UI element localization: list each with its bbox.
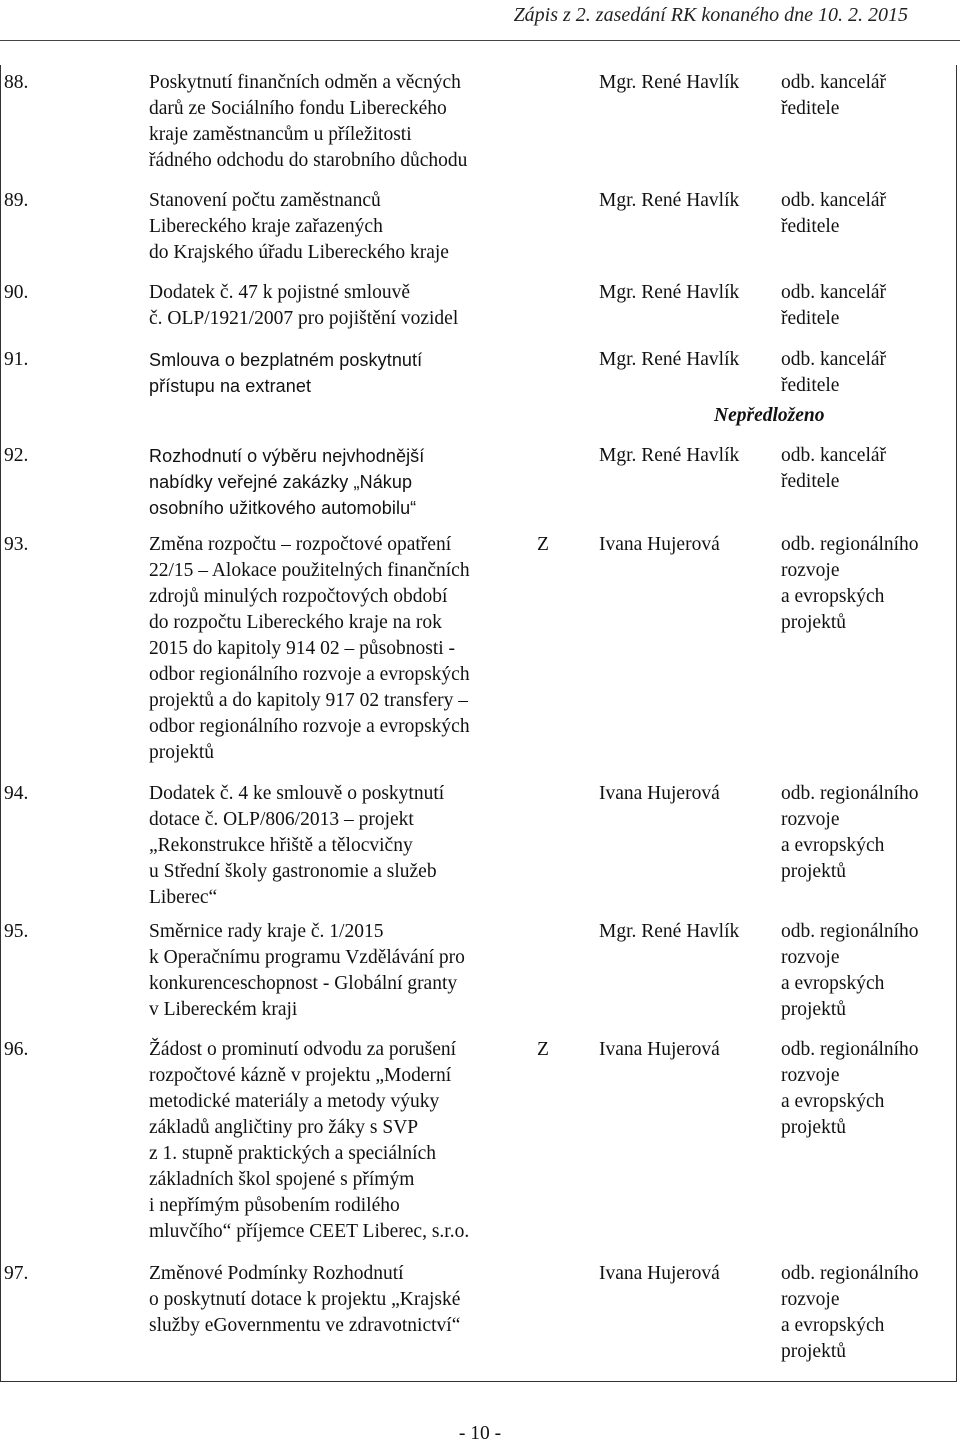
department-line: rozvoje xyxy=(781,1289,840,1310)
item-department xyxy=(781,70,886,122)
item-presenter: Ivana Hujerová xyxy=(599,1039,720,1060)
item-subject xyxy=(149,443,529,521)
page-number: - 10 - xyxy=(458,1423,502,1444)
department-line: rozvoje xyxy=(781,809,840,830)
subject-line: metodické materiály a metody výuky xyxy=(149,1091,440,1112)
item-subject xyxy=(149,532,529,766)
item-note: Nepředloženo xyxy=(714,405,825,426)
item-number: 95. xyxy=(4,921,29,942)
item-presenter: Mgr. René Havlík xyxy=(599,282,740,303)
subject-line: Změna rozpočtu – rozpočtové opatření xyxy=(149,534,452,555)
subject-line: Stanovení počtu zaměstnanců xyxy=(149,190,381,211)
department-line: rozvoje xyxy=(781,560,840,581)
subject-line: 2015 do kapitoly 914 02 – působnosti - xyxy=(149,638,456,659)
department-line: projektů xyxy=(781,612,846,633)
item-department xyxy=(781,347,886,399)
department-line: a evropských xyxy=(781,835,885,856)
subject-line: služby eGovernmentu ve zdravotnictví“ xyxy=(149,1315,461,1336)
subject-line: z 1. stupně praktických a speciálních xyxy=(149,1143,436,1164)
item-number: 88. xyxy=(4,72,29,93)
subject-line: odbor regionálního rozvoje a evropských xyxy=(149,716,470,737)
item-subject xyxy=(149,347,529,399)
item-department xyxy=(781,1037,919,1141)
department-line: projektů xyxy=(781,999,846,1020)
subject-line: Libereckého kraje zařazených xyxy=(149,216,383,237)
subject-line: darů ze Sociálního fondu Libereckého xyxy=(149,98,447,119)
department-line: odb. kancelář xyxy=(781,349,887,370)
subject-line: konkurenceschopnost - Globální granty xyxy=(149,973,458,994)
department-line: ředitele xyxy=(781,471,840,492)
department-line: a evropských xyxy=(781,1315,885,1336)
item-number: 90. xyxy=(4,282,29,303)
subject-line: nabídky veřejné zakázky „Nákup xyxy=(149,472,413,492)
subject-line: Rozhodnutí o výběru nejvhodnější xyxy=(149,446,425,466)
item-subject xyxy=(149,280,529,332)
department-line: a evropských xyxy=(781,586,885,607)
item-number: 92. xyxy=(4,445,29,466)
item-subject xyxy=(149,188,529,266)
item-department xyxy=(781,188,886,240)
item-presenter: Ivana Hujerová xyxy=(599,534,720,555)
subject-line: č. OLP/1921/2007 pro pojištění vozidel xyxy=(149,308,459,329)
item-department xyxy=(781,1261,919,1365)
subject-line: Směrnice rady kraje č. 1/2015 xyxy=(149,921,384,942)
subject-line: dotace č. OLP/806/2013 – projekt xyxy=(149,809,414,830)
item-presenter: Mgr. René Havlík xyxy=(599,445,740,466)
subject-line: projektů xyxy=(149,742,214,763)
department-line: ředitele xyxy=(781,216,840,237)
item-number: 89. xyxy=(4,190,29,211)
item-flag: Z xyxy=(537,1039,549,1060)
item-department xyxy=(781,781,919,885)
department-line: odb. kancelář xyxy=(781,72,887,93)
subject-line: Dodatek č. 47 k pojistné smlouvě xyxy=(149,282,411,303)
department-line: projektů xyxy=(781,1117,846,1138)
department-line: odb. regionálního xyxy=(781,921,919,942)
item-presenter: Mgr. René Havlík xyxy=(599,921,740,942)
department-line: ředitele xyxy=(781,98,840,119)
item-presenter: Mgr. René Havlík xyxy=(599,349,740,370)
item-number: 94. xyxy=(4,783,29,804)
item-presenter: Ivana Hujerová xyxy=(599,783,720,804)
subject-line: základních škol spojené s přímým xyxy=(149,1169,415,1190)
subject-line: v Libereckém kraji xyxy=(149,999,298,1020)
department-line: odb. kancelář xyxy=(781,445,887,466)
subject-line: o poskytnutí dotace k projektu „Krajské xyxy=(149,1289,461,1310)
department-line: odb. kancelář xyxy=(781,190,887,211)
subject-line: do rozpočtu Libereckého kraje na rok xyxy=(149,612,442,633)
subject-line: osobního užitkového automobilu“ xyxy=(149,498,417,518)
department-line: rozvoje xyxy=(781,947,840,968)
item-number: 96. xyxy=(4,1039,29,1060)
subject-line: u Střední školy gastronomie a služeb xyxy=(149,861,437,882)
department-line: odb. kancelář xyxy=(781,282,887,303)
department-line: rozvoje xyxy=(781,1065,840,1086)
item-department xyxy=(781,443,886,495)
subject-line: k Operačnímu programu Vzdělávání pro xyxy=(149,947,465,968)
subject-line: „Rekonstrukce hřiště a tělocvičny xyxy=(149,835,413,856)
department-line: a evropských xyxy=(781,1091,885,1112)
item-department xyxy=(781,280,886,332)
item-department xyxy=(781,532,919,636)
item-number: 97. xyxy=(4,1263,29,1284)
item-presenter: Mgr. René Havlík xyxy=(599,72,740,93)
subject-line: Poskytnutí finančních odměn a věcných xyxy=(149,72,461,93)
item-number: 91. xyxy=(4,349,29,370)
header-rule xyxy=(0,40,960,41)
department-line: odb. regionálního xyxy=(781,1263,919,1284)
subject-line: i nepřímým působením rodilého xyxy=(149,1195,400,1216)
page-header-title: Zápis z 2. zasedání RK konaného dne 10. 2. 2015 xyxy=(513,4,908,26)
subject-line: 22/15 – Alokace použitelných finančních xyxy=(149,560,470,581)
department-line: projektů xyxy=(781,1341,846,1362)
item-subject xyxy=(149,781,529,911)
subject-line: projektů a do kapitoly 917 02 transfery – xyxy=(149,690,468,711)
subject-line: zdrojů minulých rozpočtových období xyxy=(149,586,448,607)
item-subject xyxy=(149,919,529,1023)
subject-line: do Krajského úřadu Libereckého kraje xyxy=(149,242,449,263)
department-line: ředitele xyxy=(781,375,840,396)
subject-line: řádného odchodu do starobního důchodu xyxy=(149,150,468,171)
item-flag: Z xyxy=(537,534,549,555)
subject-line: Žádost o prominutí odvodu za porušení xyxy=(149,1039,457,1060)
subject-line: odbor regionálního rozvoje a evropských xyxy=(149,664,470,685)
subject-line: přístupu na extranet xyxy=(149,376,312,396)
item-subject xyxy=(149,1261,529,1339)
subject-line: Změnové Podmínky Rozhodnutí xyxy=(149,1263,404,1284)
item-department xyxy=(781,919,919,1023)
subject-line: mluvčího“ příjemce CEET Liberec, s.r.o. xyxy=(149,1221,470,1242)
subject-line: Smlouva o bezplatném poskytnutí xyxy=(149,350,423,370)
subject-line: Liberec“ xyxy=(149,887,218,908)
subject-line: Dodatek č. 4 ke smlouvě o poskytnutí xyxy=(149,783,445,804)
department-line: odb. regionálního xyxy=(781,783,919,804)
department-line: projektů xyxy=(781,861,846,882)
department-line: ředitele xyxy=(781,308,840,329)
department-line: a evropských xyxy=(781,973,885,994)
subject-line: kraje zaměstnancům u příležitosti xyxy=(149,124,412,145)
item-subject xyxy=(149,1037,529,1245)
item-presenter: Mgr. René Havlík xyxy=(599,190,740,211)
item-presenter: Ivana Hujerová xyxy=(599,1263,720,1284)
subject-line: rozpočtové kázně v projektu „Moderní xyxy=(149,1065,452,1086)
item-number: 93. xyxy=(4,534,29,555)
department-line: odb. regionálního xyxy=(781,534,919,555)
item-subject xyxy=(149,70,529,174)
subject-line: základů angličtiny pro žáky s SVP xyxy=(149,1117,419,1138)
department-line: odb. regionálního xyxy=(781,1039,919,1060)
